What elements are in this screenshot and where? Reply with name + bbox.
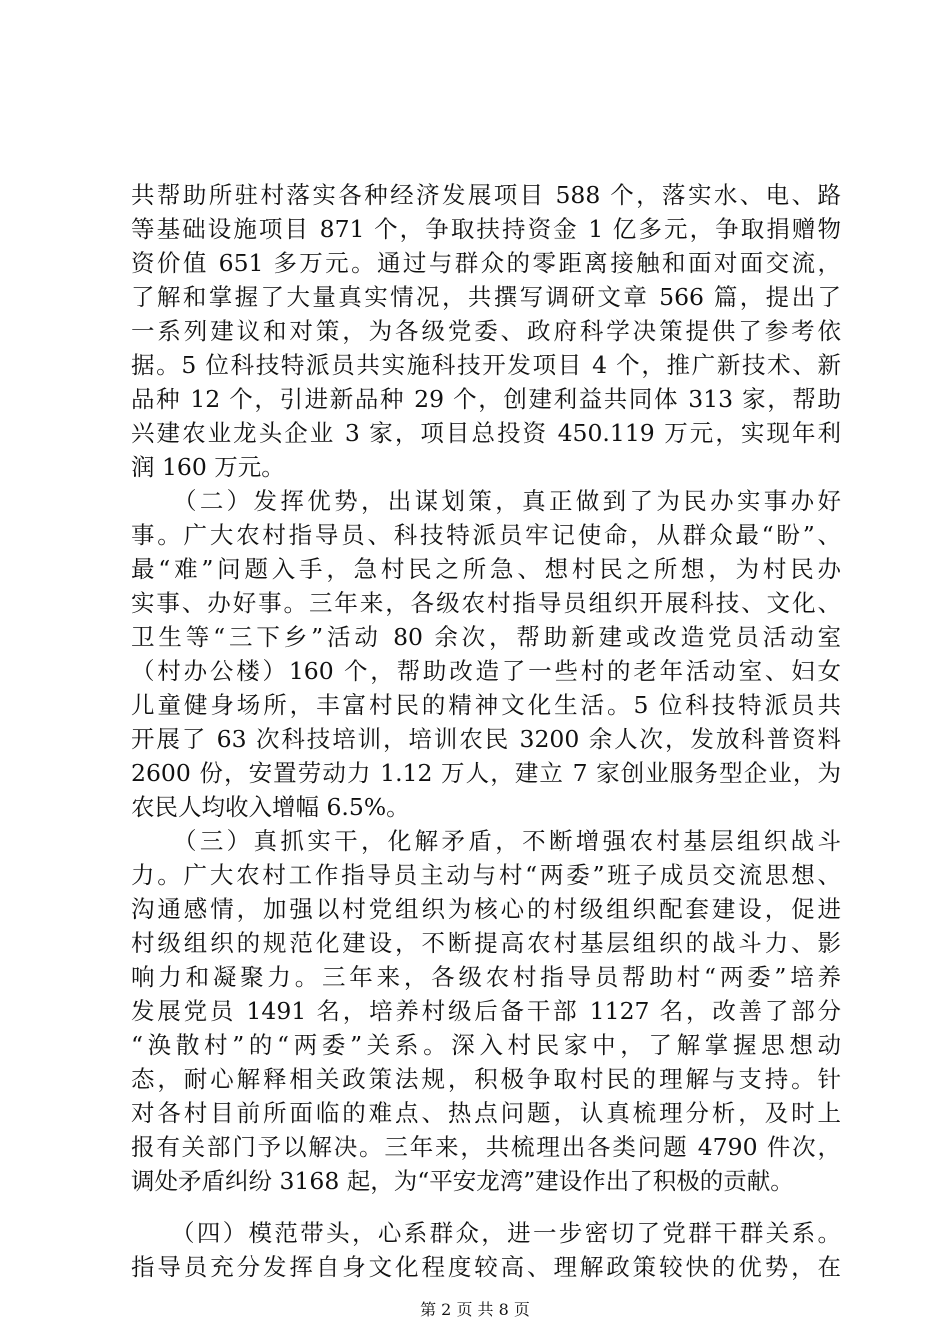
text-line: 开展了 63 次科技培训，培训农民 3200 余人次，发放科普资料: [131, 725, 841, 753]
text-line: 调处矛盾纠纷 3168 起，为“平安龙湾”建设作出了积极的贡献。: [131, 1167, 794, 1195]
paragraph-heading: （二）发挥优势，出谋划策，真正做到了为民办实事办好: [131, 487, 841, 515]
text-line: 品种 12 个，引进新品种 29 个，创建利益共同体 313 家，帮助: [131, 385, 841, 413]
page-footer: 第 2 页 共 8 页: [420, 1300, 530, 1319]
text-line: 对各村目前所面临的难点、热点问题，认真梳理分析，及时上: [131, 1099, 841, 1127]
text-line: 2600 份，安置劳动力 1.12 万人，建立 7 家创业服务型企业，为: [131, 759, 841, 787]
text-line: 据。5 位科技特派员共实施科技开发项目 4 个，推广新技术、新: [131, 351, 841, 379]
text-line: 响力和凝聚力。三年来，各级农村指导员帮助村“两委”培养: [131, 963, 841, 991]
text-line: 最“难”问题入手，急村民之所急、想村民之所想，为村民办: [131, 555, 841, 583]
text-line: 润 160 万元。: [131, 453, 285, 481]
text-line: 资价值 651 多万元。通过与群众的零距离接触和面对面交流，: [131, 249, 841, 277]
text-line: 态，耐心解释相关政策法规，积极争取村民的理解与支持。针: [131, 1065, 841, 1093]
text-line: 沟通感情，加强以村党组织为核心的村级组织配套建设，促进: [131, 895, 841, 923]
text-line: （村办公楼）160 个，帮助改造了一些村的老年活动室、妇女: [131, 657, 841, 685]
text-line: “涣散村”的“两委”关系。深入村民家中，了解掌握思想动: [131, 1031, 841, 1059]
paragraph-heading: （四）模范带头，心系群众，进一步密切了党群干群关系。: [131, 1219, 841, 1247]
text-line: 儿童健身场所，丰富村民的精神文化生活。5 位科技特派员共: [131, 691, 841, 719]
text-line: 卫生等“三下乡”活动 80 余次，帮助新建或改造党员活动室: [131, 623, 841, 651]
text-line: 实事、办好事。三年来，各级农村指导员组织开展科技、文化、: [131, 589, 841, 617]
text-line: 发展党员 1491 名，培养村级后备干部 1127 名，改善了部分: [131, 997, 841, 1025]
text-line: 一系列建议和对策，为各级党委、政府科学决策提供了参考依: [131, 317, 841, 345]
text-line: 事。广大农村指导员、科技特派员牢记使命，从群众最“盼”、: [131, 521, 841, 549]
text-line: 力。广大农村工作指导员主动与村“两委”班子成员交流思想、: [131, 861, 841, 889]
text-line: 农民人均收入增幅 6.5%。: [131, 793, 410, 821]
text-line: 了解和掌握了大量真实情况，共撰写调研文章 566 篇，提出了: [131, 283, 841, 311]
text-line: 等基础设施项目 871 个，争取扶持资金 1 亿多元，争取捐赠物: [131, 215, 841, 243]
text-line: 指导员充分发挥自身文化程度较高、理解政策较快的优势，在: [131, 1253, 841, 1281]
paragraph-heading: （三）真抓实干，化解矛盾，不断增强农村基层组织战斗: [131, 827, 841, 855]
text-line: 村级组织的规范化建设，不断提高农村基层组织的战斗力、影: [131, 929, 841, 957]
text-line: 兴建农业龙头企业 3 家，项目总投资 450.119 万元，实现年利: [131, 419, 841, 447]
text-line: 共帮助所驻村落实各种经济发展项目 588 个，落实水、电、路: [131, 181, 841, 209]
text-line: 报有关部门予以解决。三年来，共梳理出各类问题 4790 件次，: [131, 1133, 841, 1161]
